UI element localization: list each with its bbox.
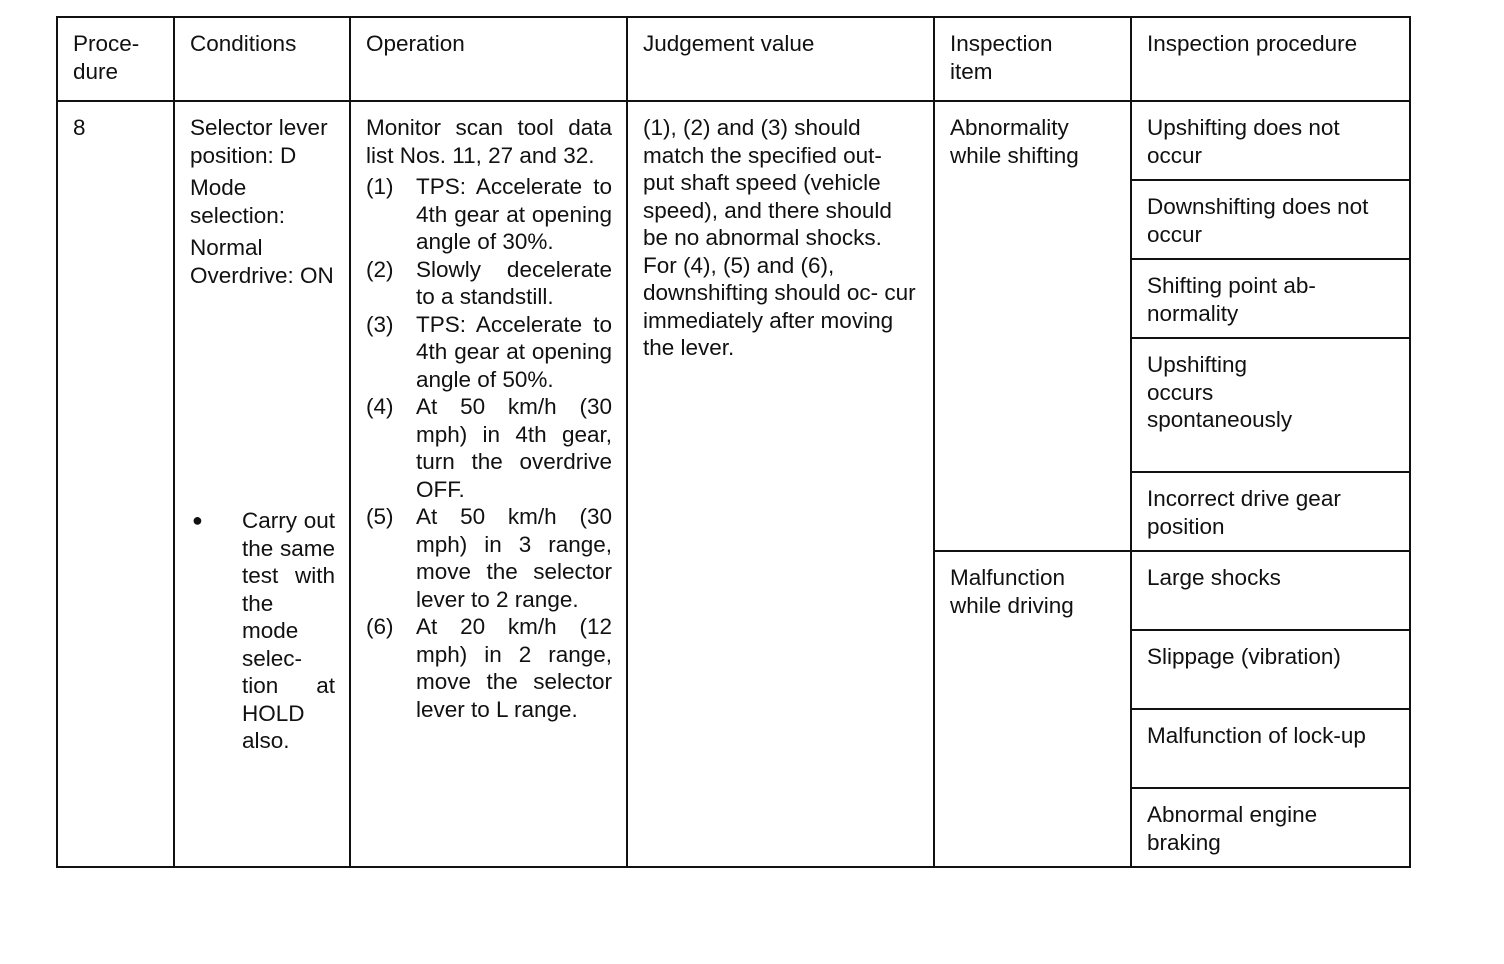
inspection-item: Abnormality while shifting [934, 101, 1131, 551]
inspection-procedure: Upshifting occurs spontaneously [1131, 338, 1410, 472]
inspection-procedure: Upshifting does not occur [1131, 101, 1410, 180]
operation-step: (4) At 50 km/h (30 mph) in 4th gear, turn the overdrive OFF. [366, 394, 612, 502]
procedure-number: 8 [57, 101, 174, 867]
operation-step: (1) TPS: Accelerate to 4th gear at opening angle of 30%. [366, 174, 612, 254]
operation-steps [366, 173, 612, 723]
judgement-para-2: For (4), (5) and (6), downshifting should oc- cur immediately after moving the lever. [643, 252, 916, 360]
bullet-icon: ● [192, 510, 203, 530]
operation-cell [350, 101, 627, 867]
inspection-procedure: Incorrect drive gear position [1131, 472, 1410, 551]
operation-step: (3) TPS: Accelerate to 4th gear at opening angle of 50%. [366, 311, 612, 392]
operation-step: (2) Slowly decelerate to a standstill. [366, 256, 612, 309]
judgement-para-1: (1), (2) and (3) should match the specified out- put shaft speed (vehicle speed), and there should be no abnormal shocks. [643, 115, 892, 250]
header-inspection-item: Inspection item [934, 17, 1131, 101]
conditions-cell [174, 101, 350, 867]
inspection-procedure: Shifting point ab- normality [1131, 259, 1410, 338]
judgement-cell [627, 101, 934, 867]
inspection-table [56, 16, 1411, 868]
header-procedure: Proce- dure [57, 17, 174, 101]
header-conditions: Conditions [174, 17, 350, 101]
condition-overdrive: Normal Overdrive: ON [190, 235, 334, 288]
operation-intro: Monitor scan tool data list Nos. 11, 27 and 32. [366, 115, 612, 168]
inspection-procedure: Malfunction of lock-up [1131, 709, 1410, 788]
header-judgement-value: Judgement value [627, 17, 934, 101]
inspection-procedure: Large shocks [1131, 551, 1410, 630]
condition-note-text: Carry out the same test with the mode selec- tion at HOLD also. [242, 508, 335, 753]
table-row [57, 101, 1410, 180]
inspection-procedure: Abnormal engine braking [1131, 788, 1410, 867]
condition-mode: Mode selection: [190, 175, 286, 228]
header-row [57, 17, 1410, 101]
operation-step: (5) At 50 km/h (30 mph) in 3 range, move the selector lever to 2 range. [366, 504, 612, 612]
inspection-item: Malfunction while driving [934, 551, 1131, 867]
inspection-procedure: Downshifting does not occur [1131, 180, 1410, 259]
inspection-procedure: Slippage (vibration) [1131, 630, 1410, 709]
condition-note [190, 507, 335, 755]
operation-step: (6) At 20 km/h (12 mph) in 2 range, move the selector lever to L range. [366, 614, 612, 722]
header-operation: Operation [350, 17, 627, 101]
header-inspection-procedure: Inspection procedure [1131, 17, 1410, 101]
condition-selector: Selector lever position: D [190, 115, 328, 168]
